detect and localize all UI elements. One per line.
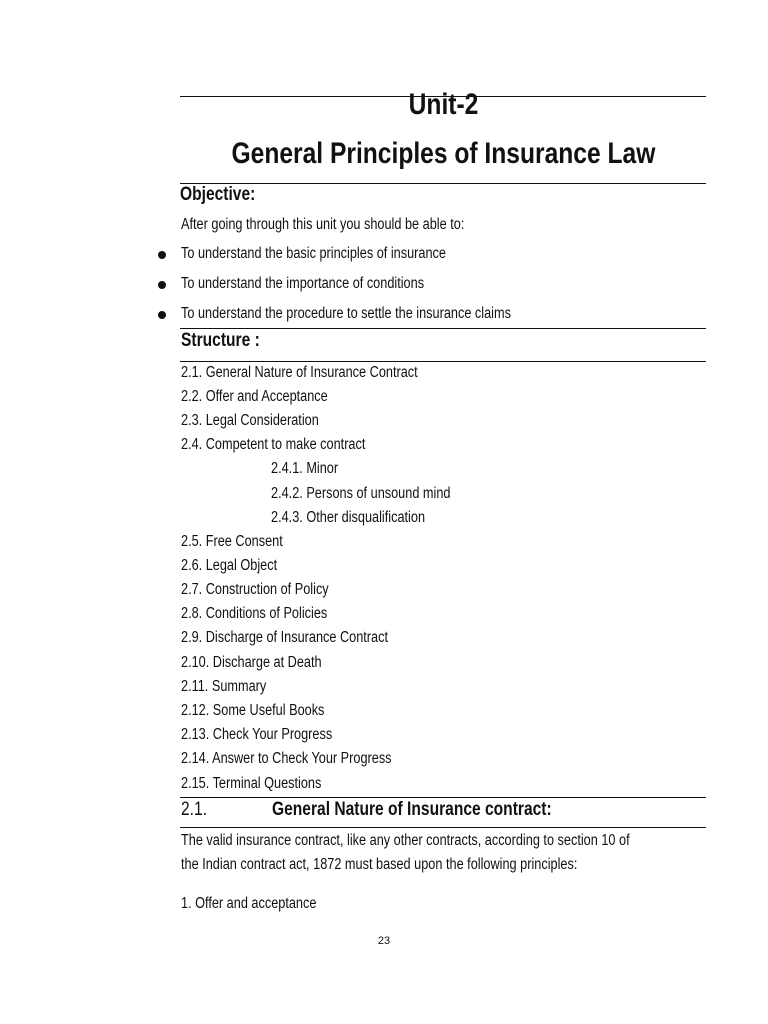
- structure-item: 2.5. Free Consent: [181, 533, 283, 550]
- objective-heading: Objective:: [180, 184, 256, 205]
- structure-item: 2.4. Competent to make contract: [181, 436, 366, 453]
- structure-subitem: 2.4.2. Persons of unsound mind: [271, 485, 451, 502]
- structure-bottom-rule: [180, 361, 706, 362]
- section-top-rule: [180, 797, 706, 798]
- bullet-dot: [158, 251, 166, 259]
- structure-subitem: 2.4.3. Other disqualification: [271, 509, 426, 526]
- structure-item: 2.1. General Nature of Insurance Contract: [181, 364, 418, 381]
- structure-item: 2.7. Construction of Policy: [181, 581, 329, 598]
- structure-item: 2.14. Answer to Check Your Progress: [181, 750, 392, 767]
- unit-title: Unit-2: [408, 88, 478, 121]
- structure-item: 2.8. Conditions of Policies: [181, 605, 328, 622]
- structure-item: 2.9. Discharge of Insurance Contract: [181, 629, 388, 646]
- structure-item: 2.10. Discharge at Death: [181, 654, 322, 671]
- structure-item: 2.11. Summary: [181, 678, 267, 695]
- structure-heading: Structure :: [181, 330, 260, 351]
- bullet-dot: [158, 281, 166, 289]
- objective-bullet: To understand the basic principles of insurance: [181, 245, 446, 262]
- section-paragraph-line: the Indian contract act, 1872 must based upon the following principles:: [181, 856, 578, 873]
- structure-subitem: 2.4.1. Minor: [271, 460, 339, 477]
- structure-item: 2.13. Check Your Progress: [181, 726, 333, 743]
- objective-bullet: To understand the procedure to settle the insurance claims: [181, 305, 511, 322]
- section-bottom-rule: [180, 827, 706, 828]
- section-paragraph-line: The valid insurance contract, like any other contracts, according to section 10 of: [181, 832, 630, 849]
- structure-item: 2.2. Offer and Acceptance: [181, 388, 328, 405]
- structure-top-rule: [180, 328, 706, 329]
- structure-item: 2.6. Legal Object: [181, 557, 278, 574]
- bullet-dot: [158, 311, 166, 319]
- section-point: 1. Offer and acceptance: [181, 895, 317, 912]
- objective-intro: After going through this unit you should be able to:: [181, 216, 465, 233]
- structure-item: 2.15. Terminal Questions: [181, 775, 322, 792]
- objective-bullet: To understand the importance of conditions: [181, 275, 425, 292]
- page-number: 23: [377, 935, 391, 947]
- structure-item: 2.3. Legal Consideration: [181, 412, 319, 429]
- section-title: General Nature of Insurance contract:: [272, 799, 552, 820]
- section-number: 2.1.: [181, 799, 207, 820]
- structure-item: 2.12. Some Useful Books: [181, 702, 325, 719]
- title-rule: [180, 183, 706, 184]
- main-title: General Principles of Insurance Law: [231, 137, 655, 170]
